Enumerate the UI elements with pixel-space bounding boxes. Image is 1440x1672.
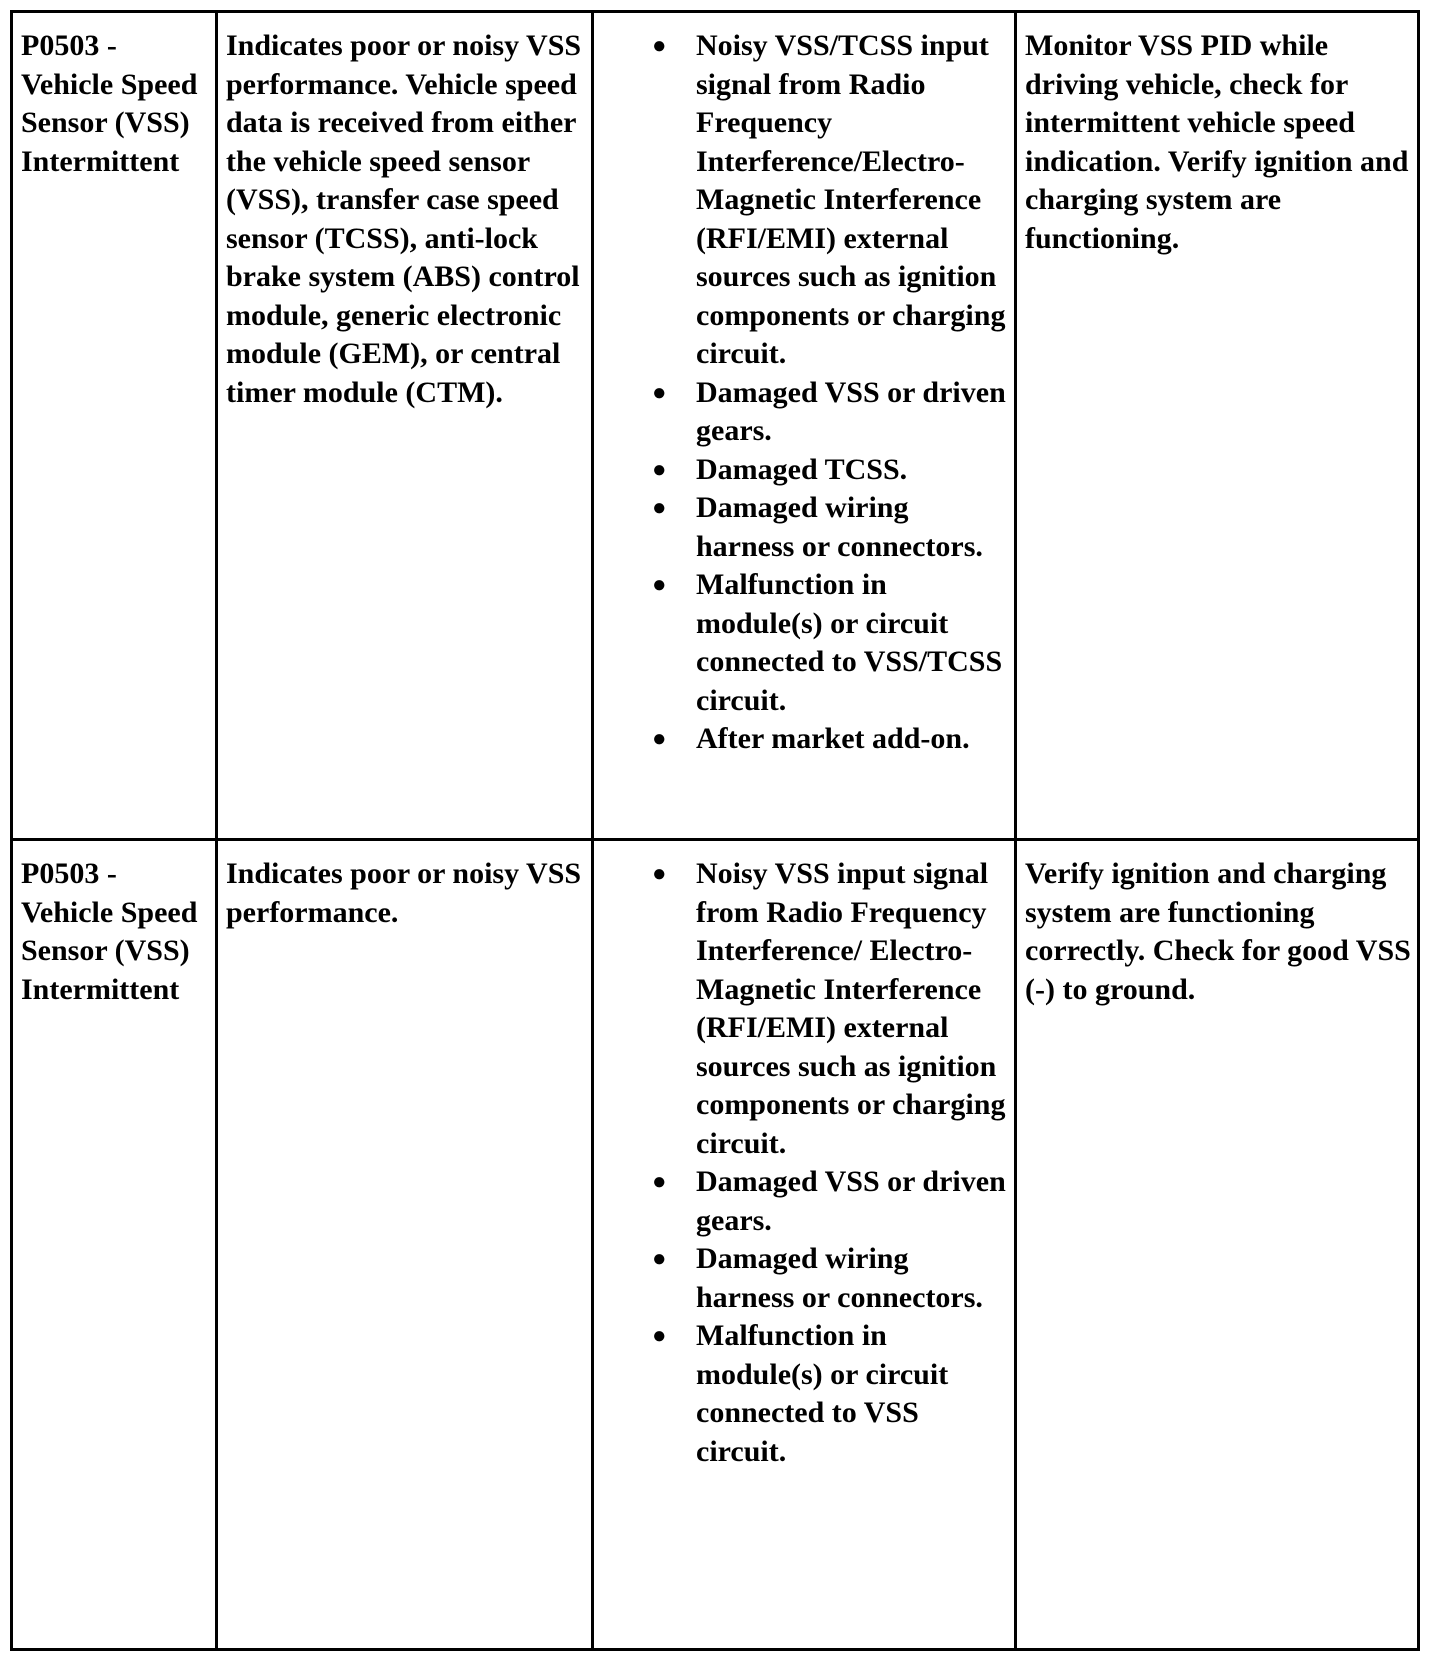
list-item [652, 566, 1014, 720]
bullet-icon: ● [652, 572, 667, 598]
causes-list [602, 27, 1014, 759]
bullet-icon: ● [652, 1246, 667, 1272]
list-item [652, 1163, 1014, 1240]
list-item [652, 1240, 1014, 1317]
action-cell: Verify ignition and charging system are functioning correctly. Check for good VSS (-) to ground. [1016, 840, 1419, 1650]
list-item [652, 27, 1014, 374]
cause-text: After market add-on. [696, 722, 970, 755]
description-cell: Indicates poor or noisy VSS performance. [217, 840, 593, 1650]
cause-text: Damaged VSS or driven gears. [696, 1165, 1006, 1237]
description-cell: Indicates poor or noisy VSS performance. Vehicle speed data is received from either the vehicle speed sensor (VSS), transfer case speed sensor (TCSS), anti-lock brake system (ABS) control module, generic electronic module (GEM), or central timer module (CTM). [217, 12, 593, 840]
cause-text: Malfunction in module(s) or circuit connected to VSS circuit. [696, 1319, 949, 1468]
bullet-icon: ● [652, 861, 667, 887]
bullet-icon: ● [652, 495, 667, 521]
bullet-icon: ● [652, 726, 667, 752]
bullet-icon: ● [652, 1323, 667, 1349]
bullet-icon: ● [652, 456, 667, 483]
table-row [12, 840, 1419, 1650]
bullet-icon: ● [652, 33, 667, 59]
list-item [652, 451, 1014, 490]
possible-causes-cell [593, 12, 1016, 840]
cause-text: Noisy VSS input signal from Radio Frequency Interference/ Electro-Magnetic Interference (RFI/EMI) external sources such as ignition components or charging circuit. [696, 857, 1006, 1160]
list-item [652, 720, 1014, 759]
bullet-icon: ● [652, 379, 667, 406]
cause-text: Noisy VSS/TCSS input signal from Radio Frequency Interference/Electro-Magnetic Interference (RFI/EMI) external sources such as ignition components or charging circuit. [696, 29, 1006, 370]
list-item [652, 489, 1014, 566]
cause-text: Damaged wiring harness or connectors. [696, 1242, 983, 1314]
list-item [652, 1317, 1014, 1471]
cause-text: Damaged wiring harness or connectors. [696, 491, 983, 563]
cause-text: Damaged TCSS. [696, 452, 908, 486]
possible-causes-cell [593, 840, 1016, 1650]
list-item [652, 855, 1014, 1163]
table-row [12, 12, 1419, 840]
cause-text: Malfunction in module(s) or circuit connected to VSS/TCSS circuit. [696, 568, 1003, 717]
causes-list [602, 855, 1014, 1471]
action-cell: Monitor VSS PID while driving vehicle, check for intermittent vehicle speed indication. Verify ignition and charging system are functioning. [1016, 12, 1419, 840]
dtc-table [10, 10, 1420, 1651]
dtc-code-cell: P0503 - Vehicle Speed Sensor (VSS) Intermittent [12, 12, 217, 840]
dtc-code-cell: P0503 - Vehicle Speed Sensor (VSS) Intermittent [12, 840, 217, 1650]
bullet-icon: ● [652, 1169, 667, 1195]
cause-text: Damaged VSS or driven gears. [696, 375, 1006, 447]
list-item [652, 374, 1014, 451]
